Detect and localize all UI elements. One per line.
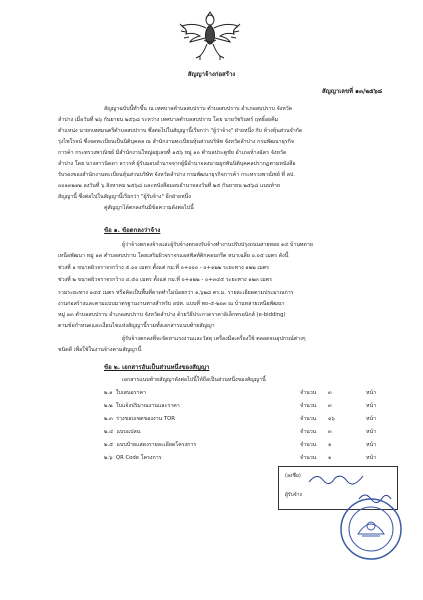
clause-1-line-8: ตามข้อกำหนดและเงื่อนไขแห่งสัญญานี้รวมทั้งเอกสารแนบท้ายสัญญา <box>58 323 215 329</box>
attachment-item: ๒.๕ แบบป้ายแสดงรายละเอียดโครงการ จำนวน ๑ หน้า <box>104 442 377 448</box>
clause-2-heading: ข้อ ๒. เอกสารอันเป็นส่วนหนึ่งของสัญญา <box>104 364 210 371</box>
garuda-emblem-icon <box>176 10 244 62</box>
contract-title: สัญญาจ้างก่อสร้าง <box>187 71 236 78</box>
signature-scribble-icon <box>307 470 367 486</box>
signature-label-contractor: ผู้รับจ้าง <box>285 492 302 498</box>
attachment-item: ๒.๓ ร่างขอบเขตของงาน TOR จำนวน ๑๖ หน้า <box>104 416 377 422</box>
clause-1-line-5: รวมระยะทาง ๑๔๕ เมตร หรือคิดเป็นพื้นที่ดาดทำไม่น้อยกว่า ๑,๖๒๘ ตร.ม. รายละเอียดตามประมาณการ <box>58 290 294 296</box>
intro-line-7: รับรองของสำนักงานทะเบียนหุ้นส่วนบริษัท จังหวัดลำปาง กรมพัฒนาธุรกิจการค้า กระทรวงพาณิชย์ ที่ ลป. <box>58 172 295 178</box>
intro-line-1: สัญญาฉบับนี้ทำขึ้น ณ เทศบาลตำบลสบปราบ ตำบลสบปราบ อำเภอสบปราบ จังหวัด <box>104 106 293 112</box>
intro-line-8: ๐๐๑๓๒๑๒ ลงวันที่ ๖ สิงหาคม ๒๕๖๘ และหนังสือมอบอำนาจลงวันที่ ๒๕ กันยายน ๒๕๖๘ แนบท้าย <box>58 183 280 189</box>
attachment-item: ๒.๒ ใบแจ้งปริมาณงานและราคา จำนวน ๓ หน้า <box>104 403 377 409</box>
official-seal-icon <box>338 496 404 562</box>
attachment-item: ๒.๑ ใบเสนอราคา จำนวน ๓ หน้า <box>104 390 377 396</box>
clause-1-line-3: ช่วงที่ ๑ ขนาดผิวจราจรกว้าง ๕.๐๐ เมตร ตั้งแต่ กม.ที่ ๐+๐๐๐ - ๐+๑๒๒ ระยะทาง ๑๒๒ เมตร <box>58 265 269 271</box>
clause-1-line-10: ชนิดดี เพื่อใช้ในงานจ้างตามสัญญานี้ <box>58 347 142 353</box>
clause-1-line-2: เหนือพัฒนา หมู่ ๑๓ ตำบลสบปราบ โดยเสริมผิวจราจรแอสฟัลท์ติกคอนกรีต หนาเฉลี่ย ๐.๐๕ เมตร ดังนี้ <box>58 253 289 259</box>
intro-line-6: ลำปาง โดย นางสาวนิดดา ลาวรศ์ ผู้รับมอบอำนาจจากผู้มีอำนาจลงนามผูกพันนิติบุคคลปรากฏตามหนังสือ <box>58 161 296 167</box>
clause-1-line-6: งานก่อสร้างและตามแบบมาตรฐานงานทางสำหรับ อปท. แบบที่ ทถ-๕-๒๐๓ ณ บ้านหล่ายเหนือพัฒนา <box>58 301 285 307</box>
attachment-item: ๒.๖ QR Code โครงการ จำนวน ๑ หน้า <box>104 455 377 461</box>
intro-line-4: รุ่งไพโรจน์ ซึ่งจดทะเบียนเป็นนิติบุคคล ณ สำนักงานทะเบียนหุ้นส่วนบริษัท จังหวัดลำปาง กรมพัฒนาธุรกิจ <box>58 139 294 145</box>
clause-1-line-9: ผู้รับจ้างตกลงที่จะจัดหาแรงงานและวัสดุ เครื่องมือเครื่องใช้ ตลอดจนอุปกรณ์ต่างๆ <box>122 336 306 342</box>
clause-1-line-7: หมู่ ๑๓ ตำบลสบปราบ อำเภอสบปราบ จังหวัดลำปาง ด้วยวิธีประกวดราคาอิเล็กทรอนิกส์ (e-bidding) <box>58 312 286 318</box>
signature-label-signed: (ลงชื่อ) <box>285 473 301 479</box>
clause-1-line-4: ช่วงที่ ๒ ขนาดผิวจราจรกว้าง ๔.๕๐ เมตร ตั้งแต่ กม.ที่ ๐+๑๒๒ - ๐+๓๔๕ ระยะทาง ๑๒๓ เมตร <box>58 277 272 283</box>
clause-2-line-1: เอกสารแนบท้ายสัญญาดังต่อไปนี้ให้ถือเป็นส่วนหนึ่งของสัญญานี้ <box>122 377 266 383</box>
intro-line-10: คู่สัญญาได้ตกลงกันมีข้อความดังต่อไปนี้ <box>104 205 194 211</box>
attachment-item: ๒.๔ แบบแปลน จำนวน ๓ หน้า <box>104 429 377 435</box>
intro-line-3: ตำแหน่ง นายกเทศมนตรีตำบลสบปราบ ซึ่งต่อไปในสัญญานี้เรียกว่า "ผู้ว่าจ้าง" ฝ่ายหนึ่ง กับ ห้างหุ้นส่วนจำกัด <box>58 128 303 134</box>
clause-1-line-1: ผู้ว่าจ้างตกลงจ้างและผู้รับจ้างตกลงรับจ้างทำงานปรับปรุงถนนสายทอย ๑๔ บ้านทดาย <box>122 242 313 248</box>
intro-line-5: การค้า กระทรวงพาณิชย์ มีสำนักงานใหญ่อยู่เลขที่ ๑๕๖ หมู่ ๑๐ ตำบลประตูชัย อำเภอห้างฉัตร จังหวัด <box>58 150 287 156</box>
contract-number: สัญญาเลขที่ ๑๓/๒๕๖๘ <box>322 88 383 95</box>
intro-line-2: ลำปาง เมื่อวันที่ ๒๖ กันยายน ๒๕๖๘ ระหว่าง เทศบาลตำบลสบปราบ โดย นายวัชรินทร์ ฤทธิ์อยคีม <box>58 117 279 123</box>
clause-1-heading: ข้อ ๑. ข้อตกลงว่าจ้าง <box>104 227 161 234</box>
intro-line-9: สัญญานี้ ซึ่งต่อไปในสัญญานี้เรียกว่า "ผู้รับจ้าง" อีกฝ่ายหนึ่ง <box>58 194 191 200</box>
